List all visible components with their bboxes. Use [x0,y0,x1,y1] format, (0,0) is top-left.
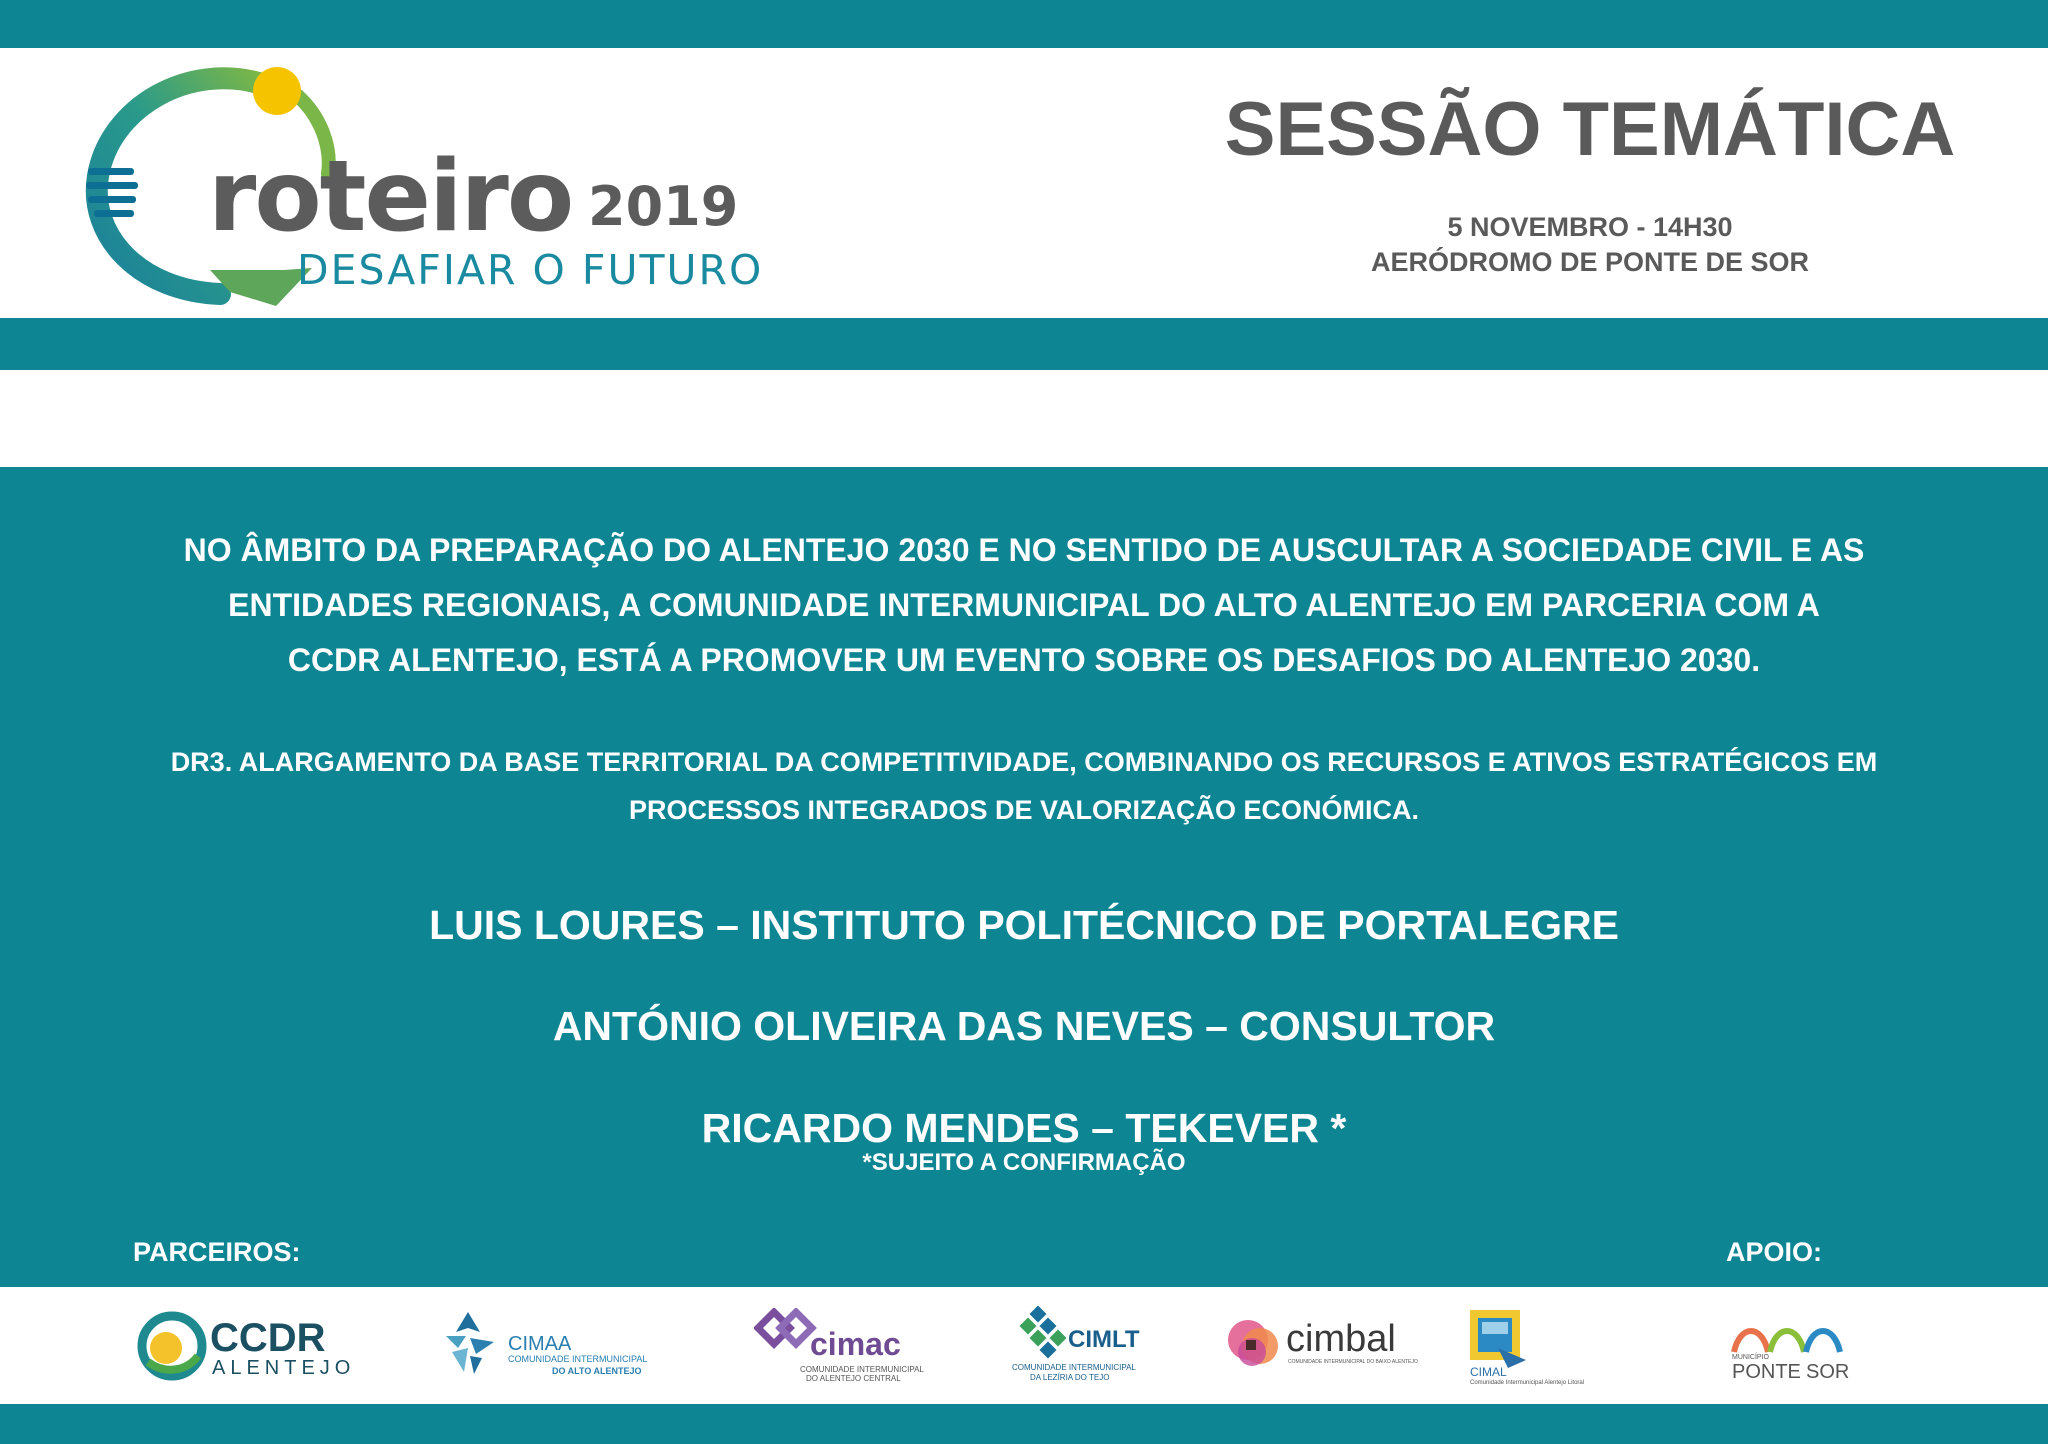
ccdr-emblem-icon [136,1310,208,1382]
dr3-line: DR3. ALARGAMENTO DA BASE TERRITORIAL DA COMPETITIVIDADE, COMBINANDO OS RECURSOS E ATIVOS ESTRATÉGICOS EM [170,747,1878,777]
cimbal-name: cimbal [1286,1318,1396,1360]
ccdr-name: CCDR [210,1316,326,1360]
cimac-logo [754,1300,924,1392]
ccdr-region: ALENTEJO [212,1357,356,1379]
intro-line: NO ÂMBITO DA PREPARAÇÃO DO ALENTEJO 2030 E NO SENTIDO DE AUSCULTAR A SOCIEDADE CIVIL E AS [183,532,1865,568]
dr3-paragraph [0,738,2048,834]
ponte-de-sor-name: PONTE [1732,1361,1801,1383]
cimac-sub2: DO ALENTEJO CENTRAL [806,1374,901,1383]
logo-tagline: DESAFIAR O FUTURO [297,246,764,294]
speaker-antonio-neves: ANTÓNIO OLIVEIRA DAS NEVES – CONSULTOR [552,1003,1496,1049]
speaker-luis-loures: LUIS LOURES – INSTITUTO POLITÉCNICO DE PORTALEGRE [429,902,1619,948]
ponte-de-sor-name2: SOR [1806,1361,1850,1383]
cimal-logo [1468,1300,1600,1392]
session-venue: AERÓDROMO DE PONTE DE SOR [1370,247,1810,277]
cimaa-sub1: COMUNIDADE INTERMUNICIPAL [508,1354,648,1364]
logo-year: 2019 [588,175,739,238]
cimaa-emblem-icon [432,1308,504,1380]
intro-line: CCDR ALENTEJO, ESTÁ A PROMOVER UM EVENTO SOBRE OS DESAFIOS DO ALENTEJO 2030. [287,642,1761,678]
ponte-de-sor-municipality: MUNICÍPIO [1732,1354,1769,1361]
cimac-name: cimac [810,1326,901,1362]
top-band [0,0,2048,48]
session-date: 5 NOVEMBRO - 14H30 [1447,212,1733,242]
cimac-sub1: COMUNIDADE INTERMUNICIPAL [800,1365,924,1374]
roteiro-logo [80,56,764,306]
speaker-ricardo-mendes: RICARDO MENDES – TEKEVER * [701,1105,1347,1151]
intro-paragraph [0,523,2048,688]
intro-line: ENTIDADES REGIONAIS, A COMUNIDADE INTERMUNICIPAL DO ALTO ALENTEJO EM PARCERIA COM A [228,587,1820,623]
cimaa-logo [432,1300,672,1392]
cimlt-emblem-icon [1012,1306,1066,1360]
bottom-band [0,1404,2048,1444]
logo-wordmark: roteiro [208,140,573,254]
ponte-de-sor-arches-icon [1730,1314,1846,1354]
support-label: APOIO: [1726,1237,1823,1267]
cimlt-sub2: DA LEZÍRIA DO TEJO [1030,1373,1110,1382]
cimlt-sub1: COMUNIDADE INTERMUNICIPAL [1012,1363,1136,1372]
cimlt-name: CIMLT [1068,1326,1140,1353]
confirmation-note: *SUJEITO A CONFIRMAÇÃO [862,1149,1186,1176]
cimbal-emblem-icon [1224,1314,1284,1374]
session-title: SESSÃO TEMÁTICA [1224,87,1956,172]
cimaa-name: CIMAA [508,1333,572,1355]
partners-label: PARCEIROS: [133,1237,301,1267]
cimal-emblem-icon [1468,1308,1528,1372]
dr3-line: PROCESSOS INTEGRADOS DE VALORIZAÇÃO ECONÓMICA. [628,795,1420,825]
cimlt-logo [1010,1300,1170,1392]
cimal-name: CIMAL [1470,1365,1507,1379]
header-bottom-band [0,318,2048,370]
ponte-de-sor-logo [1726,1300,1856,1392]
ccdr-alentejo-logo [136,1300,356,1392]
cimbal-sub: COMUNIDADE INTERMUNICIPAL DO BAIXO ALENTEJO [1288,1359,1418,1365]
cimal-sub: Comunidade Intermunicipal Alentejo Litoral [1470,1380,1585,1386]
cimbal-logo [1224,1300,1418,1392]
cimaa-sub2: DO ALTO ALENTEJO [552,1366,642,1376]
